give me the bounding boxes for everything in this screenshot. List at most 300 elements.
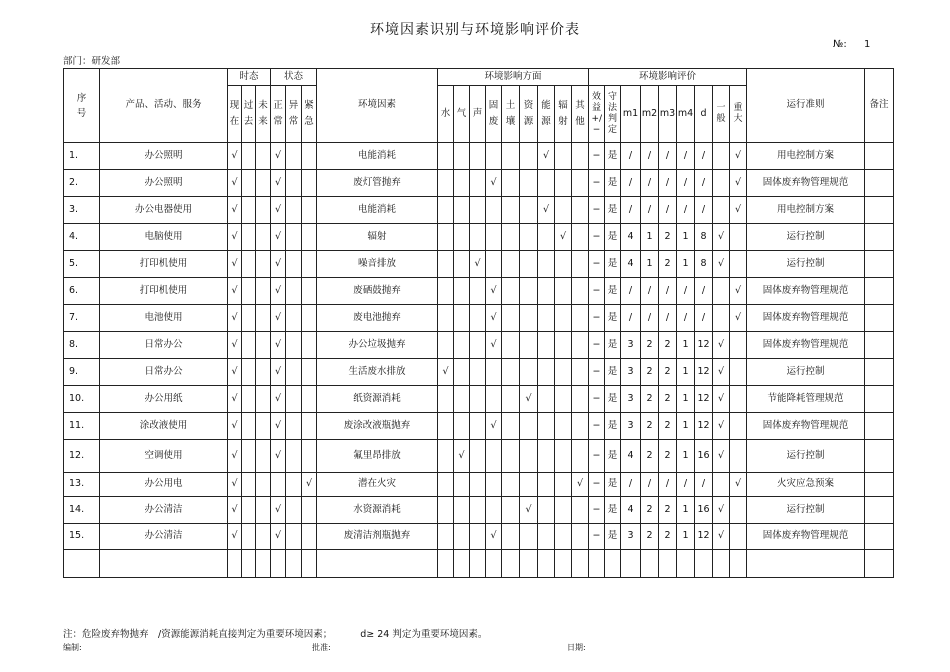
cell-major bbox=[730, 497, 747, 524]
cell-normal: √ bbox=[271, 251, 286, 278]
cell-d: 16 bbox=[695, 440, 713, 473]
cell-future bbox=[256, 197, 271, 224]
cell-remark bbox=[865, 524, 894, 550]
cell-factor: 废硒鼓抛弃 bbox=[317, 278, 438, 305]
header-criteria: 运行准则 bbox=[747, 69, 865, 143]
cell-past bbox=[242, 524, 256, 550]
cell-m1: 3 bbox=[621, 524, 641, 550]
cell-solid: √ bbox=[486, 170, 502, 197]
cell-legal: 是 bbox=[605, 251, 621, 278]
cell-general: √ bbox=[713, 497, 730, 524]
cell-energy bbox=[538, 278, 555, 305]
cell-criteria: 用电控制方案 bbox=[747, 197, 865, 224]
cell-major: √ bbox=[730, 197, 747, 224]
cell-past bbox=[242, 170, 256, 197]
cell-now: √ bbox=[228, 386, 242, 413]
header-state-group: 时态 bbox=[228, 69, 271, 86]
cell-product: 日常办公 bbox=[100, 332, 228, 359]
cell-seq: 5. bbox=[64, 251, 100, 278]
cell-past bbox=[242, 278, 256, 305]
cell-benefit: − bbox=[589, 386, 605, 413]
cell-air bbox=[454, 143, 470, 170]
cell-m1: / bbox=[621, 197, 641, 224]
cell-air bbox=[454, 386, 470, 413]
cell-benefit: − bbox=[589, 497, 605, 524]
evaluation-table bbox=[63, 68, 894, 578]
cell-now: √ bbox=[228, 305, 242, 332]
cell-seq: 7. bbox=[64, 305, 100, 332]
cell-criteria: 运行控制 bbox=[747, 224, 865, 251]
cell-noise bbox=[470, 224, 486, 251]
cell-soil bbox=[502, 251, 520, 278]
cell-empty bbox=[713, 550, 730, 578]
cell-remark bbox=[865, 197, 894, 224]
cell-normal: √ bbox=[271, 359, 286, 386]
cell-air bbox=[454, 170, 470, 197]
cell-now: √ bbox=[228, 524, 242, 550]
cell-major: √ bbox=[730, 305, 747, 332]
cell-product: 办公用纸 bbox=[100, 386, 228, 413]
cell-resource bbox=[520, 413, 538, 440]
cell-legal: 是 bbox=[605, 386, 621, 413]
table-row bbox=[64, 224, 894, 251]
cell-past bbox=[242, 413, 256, 440]
cell-product: 办公清洁 bbox=[100, 497, 228, 524]
cell-soil bbox=[502, 332, 520, 359]
table-row bbox=[64, 251, 894, 278]
header-factor: 环境因素 bbox=[317, 69, 438, 143]
cell-past bbox=[242, 224, 256, 251]
cell-water bbox=[438, 305, 454, 332]
cell-energy bbox=[538, 440, 555, 473]
cell-factor: 废电池抛弃 bbox=[317, 305, 438, 332]
table-row bbox=[64, 440, 894, 473]
cell-radiation bbox=[555, 305, 572, 332]
cell-seq: 6. bbox=[64, 278, 100, 305]
cell-criteria: 运行控制 bbox=[747, 497, 865, 524]
cell-m3: 2 bbox=[659, 386, 677, 413]
cell-remark bbox=[865, 473, 894, 497]
cell-other bbox=[572, 386, 589, 413]
cell-general bbox=[713, 143, 730, 170]
cell-m2: / bbox=[641, 473, 659, 497]
cell-m1: 4 bbox=[621, 251, 641, 278]
cell-abnormal bbox=[286, 524, 302, 550]
cell-normal: √ bbox=[271, 332, 286, 359]
cell-m4: / bbox=[677, 473, 695, 497]
subheader-impact-7: 辐射 bbox=[555, 86, 572, 143]
cell-seq: 10. bbox=[64, 386, 100, 413]
cell-radiation bbox=[555, 473, 572, 497]
cell-benefit: − bbox=[589, 143, 605, 170]
cell-normal: √ bbox=[271, 170, 286, 197]
cell-radiation bbox=[555, 251, 572, 278]
cell-resource: √ bbox=[520, 386, 538, 413]
cell-future bbox=[256, 440, 271, 473]
cell-major: √ bbox=[730, 473, 747, 497]
subheader-eval-6: d bbox=[695, 86, 713, 143]
cell-criteria: 运行控制 bbox=[747, 251, 865, 278]
subheader-impact-0: 水 bbox=[438, 86, 454, 143]
cell-m1: / bbox=[621, 278, 641, 305]
cell-d: / bbox=[695, 197, 713, 224]
cell-now: √ bbox=[228, 143, 242, 170]
cell-empty bbox=[228, 550, 242, 578]
cell-past bbox=[242, 440, 256, 473]
cell-benefit: − bbox=[589, 305, 605, 332]
cell-criteria: 火灾应急预案 bbox=[747, 473, 865, 497]
cell-solid bbox=[486, 251, 502, 278]
cell-future bbox=[256, 224, 271, 251]
approved-by-label: 批准: bbox=[312, 643, 331, 652]
cell-remark bbox=[865, 440, 894, 473]
cell-m1: / bbox=[621, 305, 641, 332]
cell-factor: 生活废水排放 bbox=[317, 359, 438, 386]
cell-legal: 是 bbox=[605, 143, 621, 170]
header-eval-group: 环境影响评价 bbox=[589, 69, 747, 86]
cell-energy: √ bbox=[538, 197, 555, 224]
subheader-impact-2: 声 bbox=[470, 86, 486, 143]
cell-water bbox=[438, 386, 454, 413]
cell-air bbox=[454, 305, 470, 332]
cell-m2: 1 bbox=[641, 224, 659, 251]
cell-m3: 2 bbox=[659, 497, 677, 524]
cell-remark bbox=[865, 359, 894, 386]
cell-past bbox=[242, 197, 256, 224]
cell-empty bbox=[621, 550, 641, 578]
cell-resource bbox=[520, 224, 538, 251]
cell-factor: 废清洁剂瓶抛弃 bbox=[317, 524, 438, 550]
cell-abnormal bbox=[286, 332, 302, 359]
cell-solid: √ bbox=[486, 524, 502, 550]
subheader-eval-4: m3 bbox=[659, 86, 677, 143]
cell-noise bbox=[470, 305, 486, 332]
cell-noise bbox=[470, 386, 486, 413]
cell-product: 空调使用 bbox=[100, 440, 228, 473]
cell-noise bbox=[470, 359, 486, 386]
cell-water bbox=[438, 251, 454, 278]
cell-product: 电脑使用 bbox=[100, 224, 228, 251]
cell-benefit: − bbox=[589, 473, 605, 497]
cell-factor: 氟里昂排放 bbox=[317, 440, 438, 473]
cell-m3: 2 bbox=[659, 413, 677, 440]
cell-resource bbox=[520, 359, 538, 386]
cell-noise bbox=[470, 413, 486, 440]
cell-emergency bbox=[302, 386, 317, 413]
cell-radiation bbox=[555, 440, 572, 473]
cell-empty bbox=[538, 550, 555, 578]
cell-criteria: 固体废弃物管理规范 bbox=[747, 524, 865, 550]
cell-m4: 1 bbox=[677, 359, 695, 386]
cell-remark bbox=[865, 251, 894, 278]
cell-empty bbox=[555, 550, 572, 578]
cell-d: 16 bbox=[695, 497, 713, 524]
subheader-eval-3: m2 bbox=[641, 86, 659, 143]
cell-benefit: − bbox=[589, 278, 605, 305]
cell-m2: 2 bbox=[641, 359, 659, 386]
cell-benefit: − bbox=[589, 524, 605, 550]
cell-emergency bbox=[302, 143, 317, 170]
header-condition-group: 状态 bbox=[271, 69, 317, 86]
subheader-eval-8: 重大 bbox=[730, 86, 747, 143]
cell-resource: √ bbox=[520, 497, 538, 524]
cell-criteria: 固体废弃物管理规范 bbox=[747, 413, 865, 440]
cell-other bbox=[572, 170, 589, 197]
cell-remark bbox=[865, 170, 894, 197]
cell-benefit: − bbox=[589, 224, 605, 251]
cell-m4: / bbox=[677, 197, 695, 224]
cell-criteria: 固体废弃物管理规范 bbox=[747, 278, 865, 305]
cell-empty bbox=[271, 550, 286, 578]
cell-resource bbox=[520, 332, 538, 359]
cell-m4: 1 bbox=[677, 332, 695, 359]
cell-other bbox=[572, 440, 589, 473]
cell-abnormal bbox=[286, 305, 302, 332]
cell-air bbox=[454, 332, 470, 359]
cell-solid bbox=[486, 440, 502, 473]
cell-empty bbox=[317, 550, 438, 578]
cell-d: 12 bbox=[695, 413, 713, 440]
cell-now: √ bbox=[228, 224, 242, 251]
cell-empty bbox=[865, 550, 894, 578]
cell-abnormal bbox=[286, 386, 302, 413]
cell-water bbox=[438, 473, 454, 497]
cell-air bbox=[454, 251, 470, 278]
cell-m2: 2 bbox=[641, 524, 659, 550]
cell-m2: / bbox=[641, 143, 659, 170]
cell-product: 办公用电 bbox=[100, 473, 228, 497]
cell-seq: 15. bbox=[64, 524, 100, 550]
cell-water bbox=[438, 170, 454, 197]
cell-solid bbox=[486, 359, 502, 386]
table-row bbox=[64, 197, 894, 224]
cell-water bbox=[438, 224, 454, 251]
subheader-eval-7: 一般 bbox=[713, 86, 730, 143]
subheader-impact-8: 其他 bbox=[572, 86, 589, 143]
cell-soil bbox=[502, 278, 520, 305]
cell-other bbox=[572, 197, 589, 224]
cell-solid bbox=[486, 224, 502, 251]
cell-past bbox=[242, 359, 256, 386]
cell-now: √ bbox=[228, 170, 242, 197]
doc-no-value: 1 bbox=[863, 39, 871, 50]
cell-normal: √ bbox=[271, 224, 286, 251]
cell-radiation bbox=[555, 413, 572, 440]
cell-now: √ bbox=[228, 440, 242, 473]
cell-legal: 是 bbox=[605, 197, 621, 224]
subheader-impact-5: 资源 bbox=[520, 86, 538, 143]
cell-empty bbox=[64, 550, 100, 578]
cell-soil bbox=[502, 305, 520, 332]
cell-m4: 1 bbox=[677, 386, 695, 413]
cell-abnormal bbox=[286, 278, 302, 305]
cell-abnormal bbox=[286, 413, 302, 440]
footnote-part-1: 注：危险废弃物抛弃 /资源能源消耗直接判定为重要环境因素； bbox=[63, 629, 333, 640]
cell-energy bbox=[538, 332, 555, 359]
footnote-part-2: d≥ 24 判定为重要环境因素。 bbox=[360, 629, 488, 640]
cell-now: √ bbox=[228, 497, 242, 524]
cell-soil bbox=[502, 440, 520, 473]
cell-noise bbox=[470, 332, 486, 359]
cell-legal: 是 bbox=[605, 413, 621, 440]
cell-general: √ bbox=[713, 251, 730, 278]
cell-d: / bbox=[695, 473, 713, 497]
cell-now: √ bbox=[228, 197, 242, 224]
cell-energy bbox=[538, 305, 555, 332]
cell-m2: 2 bbox=[641, 386, 659, 413]
cell-soil bbox=[502, 386, 520, 413]
cell-product: 办公照明 bbox=[100, 170, 228, 197]
cell-empty bbox=[695, 550, 713, 578]
table-row bbox=[64, 497, 894, 524]
subheader-impact-6: 能源 bbox=[538, 86, 555, 143]
cell-general: √ bbox=[713, 386, 730, 413]
cell-d: / bbox=[695, 305, 713, 332]
cell-factor: 辐射 bbox=[317, 224, 438, 251]
cell-energy: √ bbox=[538, 143, 555, 170]
cell-future bbox=[256, 305, 271, 332]
cell-m3: / bbox=[659, 473, 677, 497]
cell-seq: 2. bbox=[64, 170, 100, 197]
cell-emergency bbox=[302, 305, 317, 332]
cell-m1: / bbox=[621, 473, 641, 497]
cell-normal bbox=[271, 473, 286, 497]
cell-legal: 是 bbox=[605, 440, 621, 473]
cell-m4: 1 bbox=[677, 224, 695, 251]
cell-energy bbox=[538, 413, 555, 440]
cell-past bbox=[242, 143, 256, 170]
cell-legal: 是 bbox=[605, 497, 621, 524]
cell-resource bbox=[520, 524, 538, 550]
cell-m3: / bbox=[659, 278, 677, 305]
cell-product: 办公电器使用 bbox=[100, 197, 228, 224]
cell-m1: 3 bbox=[621, 413, 641, 440]
cell-m4: 1 bbox=[677, 497, 695, 524]
cell-general bbox=[713, 197, 730, 224]
table-row bbox=[64, 386, 894, 413]
table-row bbox=[64, 473, 894, 497]
cell-d: / bbox=[695, 278, 713, 305]
cell-d: 12 bbox=[695, 359, 713, 386]
table-row bbox=[64, 278, 894, 305]
cell-emergency bbox=[302, 440, 317, 473]
subheader-eval-5: m4 bbox=[677, 86, 695, 143]
cell-general: √ bbox=[713, 413, 730, 440]
cell-noise bbox=[470, 440, 486, 473]
cell-product: 办公清洁 bbox=[100, 524, 228, 550]
cell-emergency bbox=[302, 170, 317, 197]
cell-general bbox=[713, 473, 730, 497]
cell-resource bbox=[520, 305, 538, 332]
cell-major bbox=[730, 251, 747, 278]
cell-general: √ bbox=[713, 224, 730, 251]
cell-m1: / bbox=[621, 170, 641, 197]
cell-product: 日常办公 bbox=[100, 359, 228, 386]
cell-emergency bbox=[302, 332, 317, 359]
header-remark: 备注 bbox=[865, 69, 894, 143]
cell-solid: √ bbox=[486, 413, 502, 440]
cell-air bbox=[454, 497, 470, 524]
cell-benefit: − bbox=[589, 197, 605, 224]
cell-solid bbox=[486, 143, 502, 170]
cell-solid bbox=[486, 386, 502, 413]
cell-abnormal bbox=[286, 143, 302, 170]
cell-air bbox=[454, 359, 470, 386]
cell-soil bbox=[502, 359, 520, 386]
cell-abnormal bbox=[286, 251, 302, 278]
cell-emergency bbox=[302, 224, 317, 251]
cell-resource bbox=[520, 440, 538, 473]
cell-water bbox=[438, 278, 454, 305]
cell-legal: 是 bbox=[605, 170, 621, 197]
cell-m3: 2 bbox=[659, 359, 677, 386]
table-row bbox=[64, 143, 894, 170]
cell-m2: 1 bbox=[641, 251, 659, 278]
cell-empty bbox=[242, 550, 256, 578]
cell-remark bbox=[865, 332, 894, 359]
subheader-eval-2: m1 bbox=[621, 86, 641, 143]
cell-remark bbox=[865, 413, 894, 440]
cell-solid bbox=[486, 473, 502, 497]
cell-future bbox=[256, 170, 271, 197]
cell-other bbox=[572, 332, 589, 359]
cell-resource bbox=[520, 170, 538, 197]
cell-benefit: − bbox=[589, 170, 605, 197]
cell-noise bbox=[470, 497, 486, 524]
cell-factor: 电能消耗 bbox=[317, 143, 438, 170]
cell-solid: √ bbox=[486, 305, 502, 332]
cell-normal: √ bbox=[271, 143, 286, 170]
cell-factor: 废灯管抛弃 bbox=[317, 170, 438, 197]
cell-emergency: √ bbox=[302, 473, 317, 497]
cell-abnormal bbox=[286, 497, 302, 524]
cell-remark bbox=[865, 224, 894, 251]
cell-soil bbox=[502, 170, 520, 197]
cell-other bbox=[572, 359, 589, 386]
cell-m2: 2 bbox=[641, 497, 659, 524]
cell-criteria: 固体废弃物管理规范 bbox=[747, 170, 865, 197]
cell-m4: / bbox=[677, 305, 695, 332]
cell-emergency bbox=[302, 497, 317, 524]
cell-seq: 8. bbox=[64, 332, 100, 359]
cell-m1: 3 bbox=[621, 359, 641, 386]
cell-other bbox=[572, 413, 589, 440]
cell-noise bbox=[470, 170, 486, 197]
cell-water bbox=[438, 413, 454, 440]
cell-energy bbox=[538, 473, 555, 497]
cell-noise bbox=[470, 524, 486, 550]
cell-m1: / bbox=[621, 143, 641, 170]
subheader-impact-3: 固废 bbox=[486, 86, 502, 143]
footnote bbox=[63, 626, 487, 640]
cell-solid bbox=[486, 497, 502, 524]
cell-factor: 纸资源消耗 bbox=[317, 386, 438, 413]
cell-noise bbox=[470, 143, 486, 170]
cell-remark bbox=[865, 278, 894, 305]
cell-future bbox=[256, 473, 271, 497]
cell-m2: 2 bbox=[641, 413, 659, 440]
cell-criteria: 节能降耗管理规范 bbox=[747, 386, 865, 413]
cell-product: 打印机使用 bbox=[100, 251, 228, 278]
cell-energy bbox=[538, 170, 555, 197]
cell-radiation bbox=[555, 197, 572, 224]
cell-m2: / bbox=[641, 305, 659, 332]
cell-m2: 2 bbox=[641, 440, 659, 473]
cell-empty bbox=[454, 550, 470, 578]
cell-energy bbox=[538, 251, 555, 278]
cell-m3: 2 bbox=[659, 224, 677, 251]
cell-radiation bbox=[555, 497, 572, 524]
